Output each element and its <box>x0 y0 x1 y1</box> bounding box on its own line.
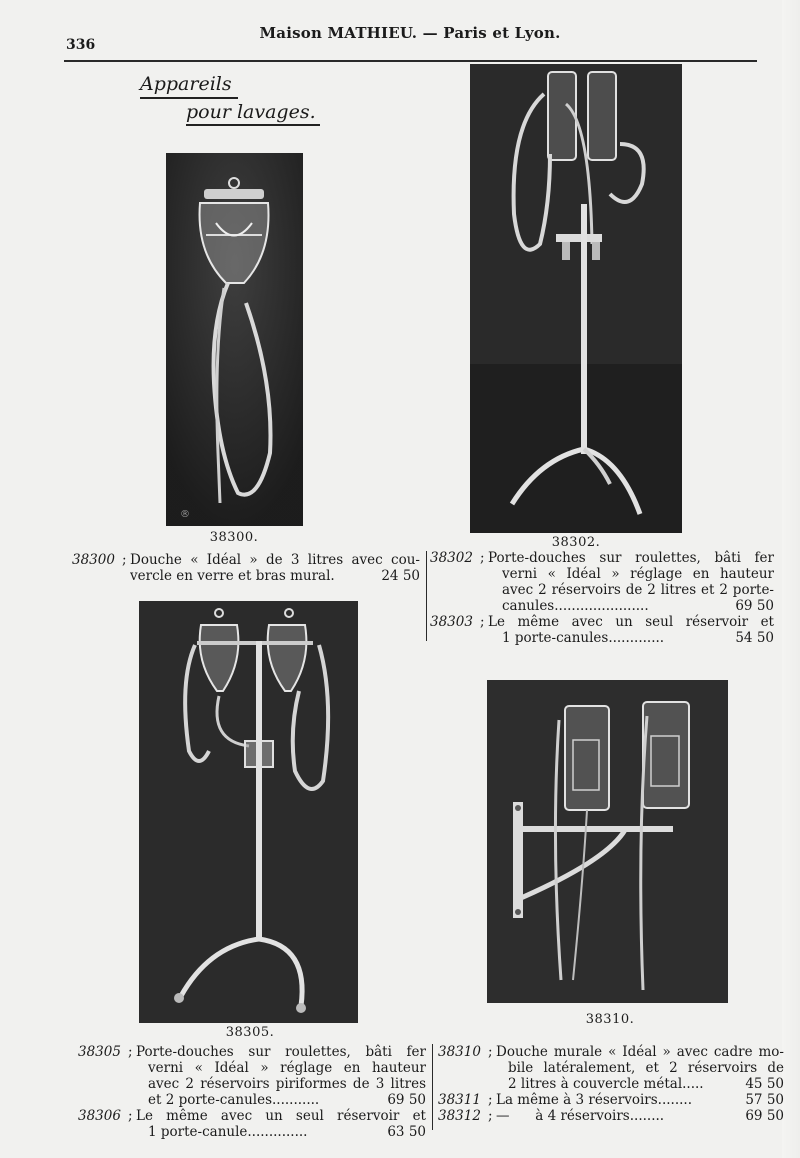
photo-38310-illustration <box>487 680 728 1003</box>
photo-38302-illustration <box>470 64 682 533</box>
page-edge <box>782 0 800 1158</box>
item-code-separator: ; <box>122 552 127 568</box>
item-price: 69 50 <box>735 598 774 614</box>
item-description-line: — à 4 réservoirs........ <box>496 1108 665 1124</box>
photo-38302 <box>470 64 682 533</box>
section-title-line1: Appareils <box>140 72 238 99</box>
item-description-line: Le même avec un seul réservoir et <box>488 614 774 630</box>
item-code: 38310 <box>438 1044 481 1060</box>
page-number: 336 <box>66 37 96 53</box>
photo-caption-38300: 38300. <box>209 530 259 545</box>
item-description-line: Douche « Idéal » de 3 litres avec cou- <box>130 552 420 568</box>
item-code-separator: ; <box>488 1108 493 1124</box>
photo-caption-38302: 38302. <box>551 535 601 550</box>
item-description-line: avec 2 réservoirs piriformes de 3 litres <box>148 1076 426 1092</box>
item-price: 57 50 <box>745 1092 784 1108</box>
indent-spacer <box>430 598 502 614</box>
item-description-line: Douche murale « Idéal » avec cadre mo- <box>496 1044 784 1060</box>
item-description-line: verni « Idéal » réglage en hauteur <box>502 566 774 582</box>
item-code-separator: ; <box>488 1092 493 1108</box>
item-code-separator: ; <box>128 1044 133 1060</box>
indent-spacer <box>438 1060 508 1076</box>
item-code: 38303 <box>430 614 473 630</box>
item-code-separator: ; <box>488 1044 493 1060</box>
item-code: 38312 <box>438 1108 481 1124</box>
item-description-line: Le même avec un seul réservoir et <box>136 1108 426 1124</box>
indent-spacer <box>438 1076 508 1092</box>
item-code-separator: ; <box>480 550 485 566</box>
item-description-line: et 2 porte-canules........... <box>148 1092 320 1108</box>
photo-38310 <box>487 680 728 1003</box>
section-title-line2: pour lavages. <box>186 99 320 126</box>
indent-spacer <box>430 566 502 582</box>
photo-38305-illustration <box>139 601 358 1023</box>
column-divider-top <box>426 551 427 641</box>
indent-spacer <box>430 630 502 646</box>
item-code: 38305 <box>78 1044 121 1060</box>
item-price: 63 50 <box>387 1124 426 1140</box>
photo-caption-38305: 38305. <box>225 1025 275 1040</box>
item-38302 <box>430 550 774 646</box>
item-code-separator: ; <box>128 1108 133 1124</box>
item-price: 45 50 <box>745 1076 784 1092</box>
item-description-line: Porte-douches sur roulettes, bâti fer <box>488 550 774 566</box>
item-description-line: 1 porte-canules............. <box>502 630 665 646</box>
item-description-line: avec 2 réservoirs de 2 litres et 2 porte- <box>502 582 774 598</box>
item-description-line: Porte-douches sur roulettes, bâti fer <box>136 1044 426 1060</box>
svg-text:®: ® <box>180 509 190 520</box>
indent-spacer <box>72 568 130 584</box>
item-description-line: verni « Idéal » réglage en hauteur <box>148 1060 426 1076</box>
item-code: 38311 <box>438 1092 481 1108</box>
header-rule <box>64 60 757 62</box>
indent-spacer <box>78 1092 148 1108</box>
item-description-line: La même à 3 réservoirs........ <box>496 1092 692 1108</box>
item-38300 <box>72 552 420 584</box>
item-code: 38300 <box>72 552 115 568</box>
section-title <box>140 72 320 126</box>
item-38305 <box>78 1044 426 1140</box>
indent-spacer <box>78 1076 148 1092</box>
photo-38305 <box>139 601 358 1023</box>
photo-38300 <box>166 153 303 526</box>
item-description-line: vercle en verre et bras mural. <box>130 568 335 584</box>
column-divider-bottom <box>432 1044 433 1130</box>
item-price: 69 50 <box>387 1092 426 1108</box>
item-38310 <box>438 1044 784 1124</box>
item-description-line: canules...................... <box>502 598 649 614</box>
page-header-title: Maison MATHIEU. — Paris et Lyon. <box>259 24 561 42</box>
indent-spacer <box>78 1060 148 1076</box>
item-description-line: 2 litres à couvercle métal..... <box>508 1076 704 1092</box>
item-code-separator: ; <box>480 614 485 630</box>
photo-38300-illustration <box>166 153 303 526</box>
indent-spacer <box>430 582 502 598</box>
indent-spacer <box>78 1124 148 1140</box>
item-description-line: bile latéralement, et 2 réservoirs de <box>508 1060 784 1076</box>
item-price: 69 50 <box>745 1108 784 1124</box>
photo-caption-38310: 38310. <box>585 1012 635 1027</box>
item-code: 38302 <box>430 550 473 566</box>
item-price: 54 50 <box>735 630 774 646</box>
item-price: 24 50 <box>381 568 420 584</box>
item-code: 38306 <box>78 1108 121 1124</box>
item-description-line: 1 porte-canule.............. <box>148 1124 308 1140</box>
